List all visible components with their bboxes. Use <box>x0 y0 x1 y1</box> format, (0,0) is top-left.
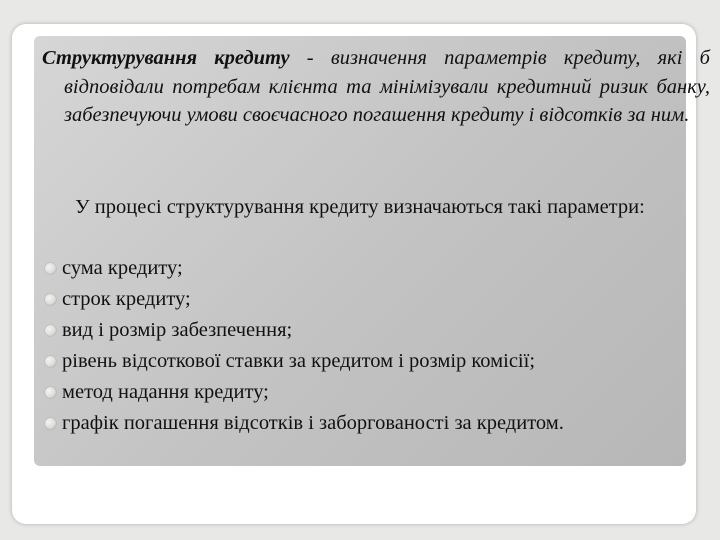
list-item-text: сума кредиту; <box>62 257 183 279</box>
bullet-icon <box>45 356 56 367</box>
bullet-icon <box>45 263 56 274</box>
list-item <box>42 253 682 284</box>
list-item <box>42 408 682 439</box>
bullet-icon <box>45 418 56 429</box>
list-item <box>42 377 682 408</box>
parameters-list <box>42 253 682 439</box>
definition-paragraph <box>42 44 710 130</box>
list-item <box>42 346 682 377</box>
bullet-icon <box>45 325 56 336</box>
list-item-text: вид і розмір забезпечення; <box>62 319 293 341</box>
list-item-text: графік погашення відсотків і заборгованості за кредитом. <box>62 412 564 434</box>
definition-term: Структурування кредиту <box>42 47 290 69</box>
list-item-text: рівень відсоткової ставки за кредитом і розмір комісії; <box>62 350 536 372</box>
definition-text: - визначення параметрів кредиту, які б відповідали потребам клієнта та мінімізували кредитний ризик банку, забезпечуючи умови своєчасного погашення кредиту і відсотків за ним. <box>64 47 710 126</box>
list-item <box>42 284 682 315</box>
intro-text: У процесі структурування кредиту визначаються такі параметри: <box>75 196 645 218</box>
bullet-icon <box>45 294 56 305</box>
bullet-icon <box>45 387 56 398</box>
list-item-text: строк кредиту; <box>62 288 191 310</box>
list-item <box>42 315 682 346</box>
list-item-text: метод надання кредиту; <box>62 381 269 403</box>
